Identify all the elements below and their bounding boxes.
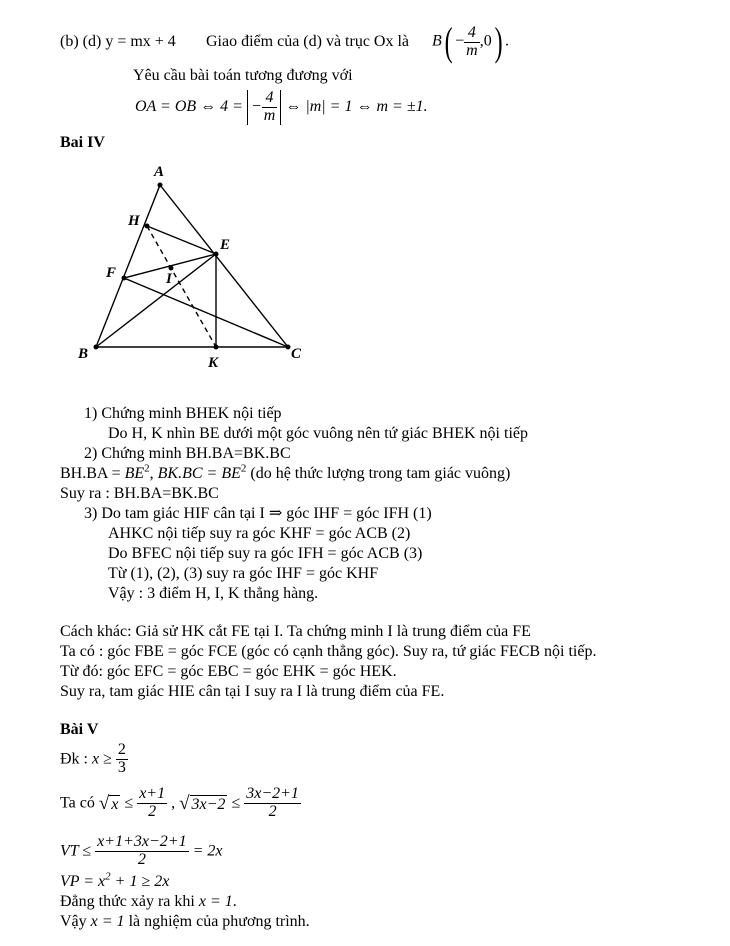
- sqrt-3x2-arg: 3x−2: [191, 795, 226, 813]
- alt-line2: Ta có : góc FBE = góc FCE (góc có cạnh thẳng góc). Suy ra, tứ giác FECB nội tiếp.: [60, 643, 597, 660]
- vt-num: x+1+3x−2+1: [97, 833, 187, 850]
- bh-prefix: BH.BA =: [60, 465, 125, 482]
- radical-1: √: [98, 792, 110, 814]
- bh-expr1: BE: [124, 465, 145, 482]
- alt-line4: Suy ra, tam giác HIE cân tại I suy ra I là trung điểm của FE.: [60, 683, 445, 700]
- frac-x1: [137, 786, 167, 821]
- minus-sign: −: [455, 32, 465, 50]
- alt-line3: Từ đó: góc EFC = góc EBC = góc EHK = góc HEK.: [60, 663, 397, 680]
- frac-3x: [244, 786, 301, 821]
- segment-he: [147, 226, 216, 254]
- eq-occ-c: .: [232, 893, 237, 910]
- sqrt-x-arg: x: [111, 795, 119, 813]
- taco-line: [60, 786, 301, 821]
- sup-a: 2: [144, 462, 150, 475]
- vp-b: + 1 ≥ 2x: [110, 873, 170, 890]
- sup-b: 2: [240, 462, 247, 475]
- dk-frac: [116, 742, 128, 777]
- label-c: C: [291, 346, 302, 362]
- frac-num: 4: [464, 25, 480, 43]
- conclusion-line: [60, 914, 310, 930]
- part-b-label: (b) (d) y = mx + 4: [60, 33, 176, 50]
- concl-a: Vậy: [60, 913, 91, 930]
- label-h: H: [128, 213, 140, 229]
- eq-occ-b: x = 1: [198, 893, 233, 910]
- suy-ra: Suy ra : BH.BA=BK.BC: [60, 485, 219, 502]
- eq-left: OA = OB ⇔ 4 =: [135, 97, 247, 115]
- bh-expr2: BK.BC = BE: [157, 465, 241, 482]
- point-b-name: B: [432, 32, 442, 50]
- concl-b: x = 1: [90, 913, 125, 930]
- vp-a: VP = x: [60, 873, 106, 890]
- sqrt-x: [98, 792, 121, 814]
- point-a: [158, 183, 163, 188]
- equality-line: [60, 894, 237, 910]
- label-i: I: [166, 271, 172, 287]
- label-b: B: [78, 346, 89, 362]
- frac-3x-num: 3x−2+1: [246, 785, 299, 802]
- segment-ac: [160, 185, 288, 347]
- zero-coord: ,0: [479, 32, 492, 50]
- vp-sup: 2: [105, 870, 111, 883]
- eq-occ-a: Đẳng thức xảy ra khi: [60, 893, 199, 910]
- bai5-title: Bài V: [60, 721, 99, 738]
- item3-line5: Vậy : 3 điểm H, I, K thẳng hàng.: [108, 585, 319, 602]
- geometry-figure: [0, 0, 730, 380]
- dk-num: 2: [117, 741, 126, 758]
- bai4-title: Bai IV: [60, 134, 105, 151]
- vt-den: 2: [137, 850, 146, 868]
- item1-title: 1) Chứng minh BHEK nội tiếp: [84, 405, 282, 422]
- point-b: [94, 345, 99, 350]
- alt-line1: Cách khác: Giả sử HK cắt FE tại I. Ta chứng minh I là trung điểm của FE: [60, 623, 531, 640]
- segment-fc: [124, 278, 288, 347]
- radical-2: √: [179, 792, 190, 814]
- abs-frac-den: m: [263, 106, 276, 124]
- frac-den: m: [466, 41, 478, 59]
- comma: ,: [167, 794, 180, 812]
- item1-body: Do H, K nhìn BE dưới một góc vuông nên tứ giác BHEK nội tiếp: [108, 425, 528, 442]
- item3-title: 3) Do tam giác HIF cân tại I ⇒ góc IHF = góc IFH (1): [84, 505, 432, 522]
- le-1: ≤: [120, 794, 138, 812]
- point-h: [145, 224, 150, 229]
- bh-ba-line: [60, 462, 511, 482]
- label-a: A: [154, 164, 165, 180]
- label-k: K: [208, 355, 219, 371]
- frac-3x-den: 2: [268, 802, 277, 820]
- period: .: [505, 32, 510, 50]
- eq-right: ⇔ |m| = 1 ⇔ m = ±1.: [281, 97, 428, 115]
- sqrt-3x2: [179, 792, 227, 814]
- paren-open: (: [444, 19, 453, 64]
- item3-line2: AHKC nội tiếp suy ra góc KHF = góc ACB (2): [108, 525, 411, 542]
- frac-x1-num: x+1: [139, 785, 166, 802]
- vp-line: [60, 870, 170, 890]
- label-e: E: [220, 237, 231, 253]
- le-2: ≤: [227, 794, 245, 812]
- frac-x1-den: 2: [148, 802, 157, 820]
- point-e: [214, 252, 219, 257]
- requirement-text: Yêu cầu bài toán tương đương với: [133, 67, 353, 84]
- taco-label: Ta có: [60, 794, 95, 812]
- concl-c: là nghiệm của phương trình.: [124, 913, 310, 930]
- vt-label: VT ≤: [60, 842, 96, 860]
- label-f: F: [106, 265, 117, 281]
- point-f: [122, 276, 127, 281]
- vt-frac: [95, 834, 188, 869]
- point-i: [169, 266, 174, 271]
- vt-line: [60, 834, 222, 869]
- bh-suffix: (do hệ thức lượng trong tam giác vuông): [246, 465, 511, 482]
- segment-hk-dashed: [147, 226, 216, 347]
- dk-label: Đk :: [60, 750, 88, 768]
- paren-close: ): [494, 19, 503, 64]
- dk-expr: x ≥: [92, 750, 112, 768]
- point-k: [214, 345, 219, 350]
- item3-line4: Từ (1), (2), (3) suy ra góc IHF = góc KHF: [108, 565, 379, 582]
- abs-frac-num: 4: [262, 90, 278, 108]
- point-c: [286, 345, 291, 350]
- item3-line3: Do BFEC nội tiếp suy ra góc IFH = góc ACB (3): [108, 545, 423, 562]
- item2-title: 2) Chứng minh BH.BA=BK.BC: [84, 445, 291, 462]
- abs-minus: −: [250, 97, 262, 115]
- intersect-text: Giao điểm của (d) và trục Ox là: [206, 33, 410, 50]
- dk-den: 3: [117, 758, 126, 776]
- dk-line: [60, 742, 128, 777]
- vt-end: = 2x: [188, 842, 223, 860]
- bh-mid: ,: [149, 465, 158, 482]
